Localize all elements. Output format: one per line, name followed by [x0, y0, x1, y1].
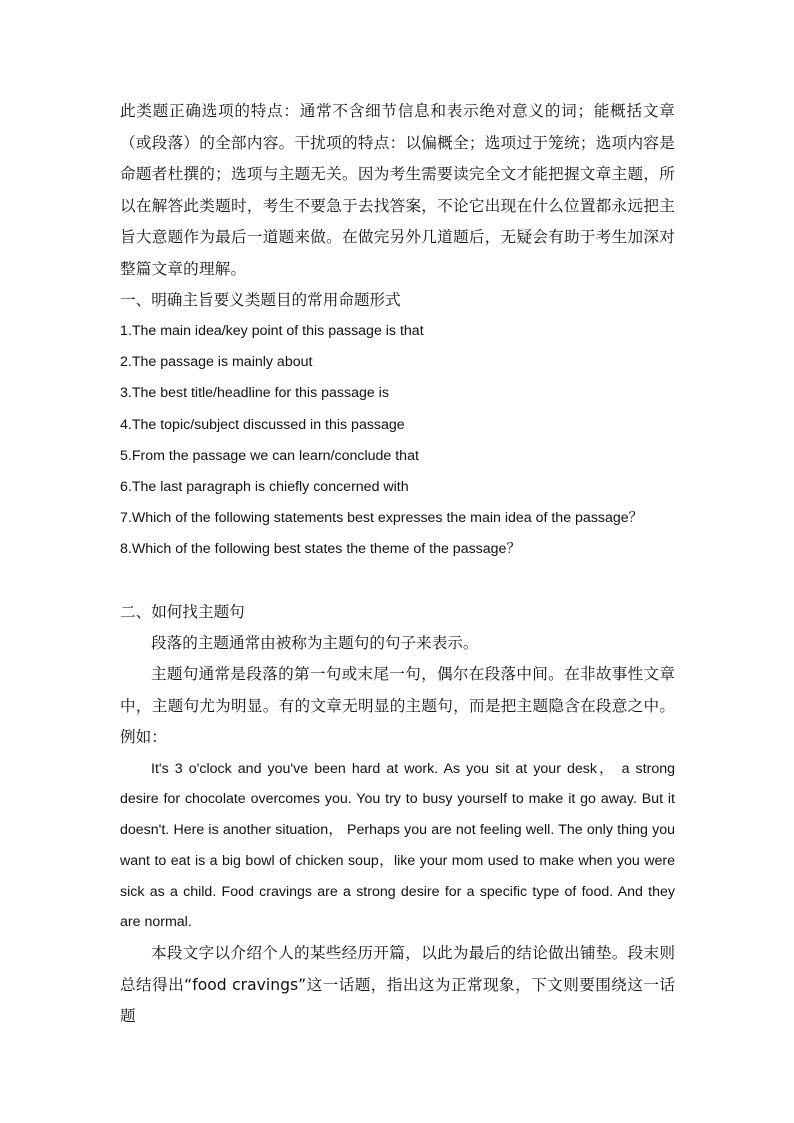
- section-heading-question-forms: 一、明确主旨要义类题目的常用命题形式: [120, 291, 401, 309]
- blank-line: [120, 566, 675, 597]
- list-item: 6.The last paragraph is chiefly concerned with: [120, 478, 409, 495]
- example-analysis: 本段文字以介绍个人的某些经历开篇，以此为最后的结论做出铺垫。段末则总结得出“food cravings”这一话题，指出这为正常现象，下文则要围绕这一话题: [120, 944, 675, 1026]
- list-item: 7.Which of the following statements best expresses the main idea of the passage？: [120, 510, 643, 527]
- list-item: 8.Which of the following best states the theme of the passage？: [120, 541, 521, 558]
- list-item: 5.From the passage we can learn/conclude that: [120, 447, 419, 464]
- topic-sentence-definition: 段落的主题通常由被称为主题句的句子来表示。: [151, 633, 479, 652]
- section-heading-topic-sentence: 二、如何找主题句: [120, 602, 245, 621]
- document-content: [120, 96, 675, 1033]
- list-item: 1.The main idea/key point of this passage is that: [120, 323, 424, 339]
- topic-sentence-position: 主题句通常是段落的第一句或末尾一句，偶尔在段落中间。在非故事性文章中，主题句尤为明显。有的文章无明显的主题句，而是把主题隐含在段意之中。例如：: [120, 665, 675, 746]
- list-item: 3.The best title/headline for this passage is: [120, 385, 389, 402]
- example-passage: It's 3 o'clock and you've been hard at work. As you sit at your desk， a strong desire for chocolate overcomes you. You try to busy yourself to make it go away. But it doesn't. Here is another situation， Perhaps you are not feeling well. The only thing you want to eat is a big bowl of chicken soup，like your mom used to make when you were sick as a child. Food cravings are a strong desire for a specific type of food. And they are normal.: [120, 760, 675, 931]
- list-item: 2.The passage is mainly about: [120, 354, 313, 371]
- intro-paragraph: 此类题正确选项的特点：通常不含细节信息和表示绝对意义的词；能概括文章（或段落）的全部内容。干扰项的特点：以偏概全；选项过于笼统；选项内容是命题者杜撰的；选项与主题无关。因为考生需要读完全文才能把握文章主题，所以在解答此类题时，考生不要急于去找答案，不论它出现在什么位置都永远把主旨大意题作为最后一道题来做。在做完另外几道题后，无疑会有助于考生加深对整篇文章的理解。: [120, 102, 675, 278]
- list-item: 4.The topic/subject discussed in this passage: [120, 416, 405, 433]
- question-form-list: [120, 316, 675, 566]
